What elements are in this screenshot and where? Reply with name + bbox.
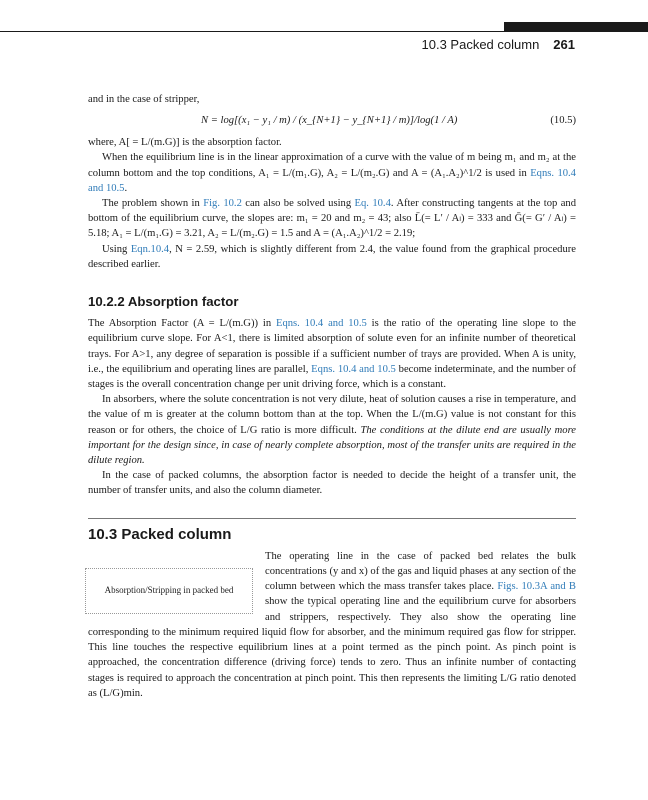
section-heading-absorption-factor: 10.2.2 Absorption factor <box>88 294 239 310</box>
equation-10-5 <box>88 113 576 129</box>
header-section: 10.3 Packed column <box>421 37 540 52</box>
header-rule <box>0 31 648 32</box>
eqns-link[interactable]: Eqns. 10.4 and 10.5 <box>311 363 396 375</box>
eqn-link[interactable]: Eqn.10.4 <box>130 243 170 255</box>
running-header <box>422 37 576 52</box>
section-heading-packed-column: 10.3 Packed column <box>88 525 232 543</box>
paragraph-absorbers: In absorbers, where the solute concentration is not very dilute, heat of solution causes a rise in temperature, and the value of m is greater at the column bottom than at the top. When the L/(m.G) value is not constant for this reason or for others, the choice of L/G ratio is more difficult. The conditions at the dilute end are usually more important for the design since, in case of nearly complete absorption, most of the transfer units are required in the dilute region. <box>88 394 576 467</box>
paragraph-absorption-factor: The Absorption Factor (A = L/(m.G)) in Eqns. 10.4 and 10.5 is the ratio of the operating line slope to the equilibrium curve slope. For A<1, there is limited absorption of solute even for an infinite number of theoretical trays. For A>1, any degree of separation is possible if a sufficient number of trays are provided. When A is unity, i.e., the equilibrium and operating lines are parallel, Eqns. 10.4 and 10.5 become indeterminate, and the number of stages is the overall concentration change per unit driving force, which is a constant. <box>88 318 577 391</box>
eqn-link[interactable]: Eqns. 10.4 and 10.5 <box>88 167 576 194</box>
section-divider <box>88 518 576 519</box>
paragraph-where: where, A[ = L/(m.G)] is the absorption factor. <box>88 137 282 149</box>
paragraph-packed-columns: In the case of packed columns, the absorption factor is needed to decide the height of a transfer unit, the number of transfer units, and also the column diameter. <box>88 470 576 497</box>
figs-link[interactable]: Figs. 10.3A and B <box>497 581 576 593</box>
eqns-link[interactable]: Eqns. 10.4 and 10.5 <box>275 318 367 330</box>
page-number: 261 <box>553 37 575 52</box>
intro-line: and in the case of stripper, <box>88 94 200 105</box>
paragraph-equilibrium: When the equilibrium line is in the linear approximation of a curve with the value of m being m₁ and m₂ at the column bottom and the top conditions, A₁ = L/(m₁.G), A₂ = L/(m₂.G) and A = (A₁.A₂)^1/2 is used in Eqns. 10.4 and 10.5. <box>88 152 576 194</box>
paragraph-operating-line: Absorption/Stripping in packed bed The operating line in the case of packed bed relates the bulk concentrations (y and x) of the gas and liquid phases at any section of the column between which the mass transfer takes place. Figs. 10.3A and B show the typical operating line and the equilibrium curve for absorbers and strippers, respectively. They also show the operating line corresponding to the minimum required liquid flow for absorber, and the minimum required gas flow for stripper. This line touches the respective equilibrium lines at a point termed as the pinch point. As pinch point is approached, the concentration difference (driving force) tends to zero. Thus an infinite number of contacting stages is required to approach the concentration at pinch point. This then represents the limiting L/G ratio denoted as (L/G)min. <box>88 549 576 701</box>
paragraph-problem: The problem shown in Fig. 10.2 can also be solved using Eq. 10.4. After constructing tangents at the top and bottom of the equilibrium curve, the slopes are: m₁ = 20 and m₂ = 43; also L̄(= L′ / Aₗ) = 333 and Ḡ(= G′ / Aₗ) = 5.18; A₁ = L/(m₁.G) = 3.21, A₂ = L/(m₂.G) = 1.5 and A = (A₁.A₂)^1/2 = 2.19; <box>88 198 577 240</box>
header-bar <box>504 22 648 31</box>
figure-label: Absorption/Stripping in packed bed <box>85 568 253 614</box>
paragraph-using: Using Eqn.10.4, N = 2.59, which is slightly different from 2.4, the value found from the graphical procedure described earlier. <box>88 243 577 270</box>
equation-number: (10.5) <box>550 115 576 127</box>
fig-link[interactable]: Fig. 10.2 <box>203 198 242 210</box>
eq-link[interactable]: Eq. 10.4 <box>354 198 391 210</box>
page-body <box>88 92 576 701</box>
figure-placeholder <box>88 549 265 622</box>
equation-expression: N = log[(x₁ − y₁ / m) / (x_{N+1} − y_{N+1} / m)]/log(1 / A) <box>201 115 458 127</box>
